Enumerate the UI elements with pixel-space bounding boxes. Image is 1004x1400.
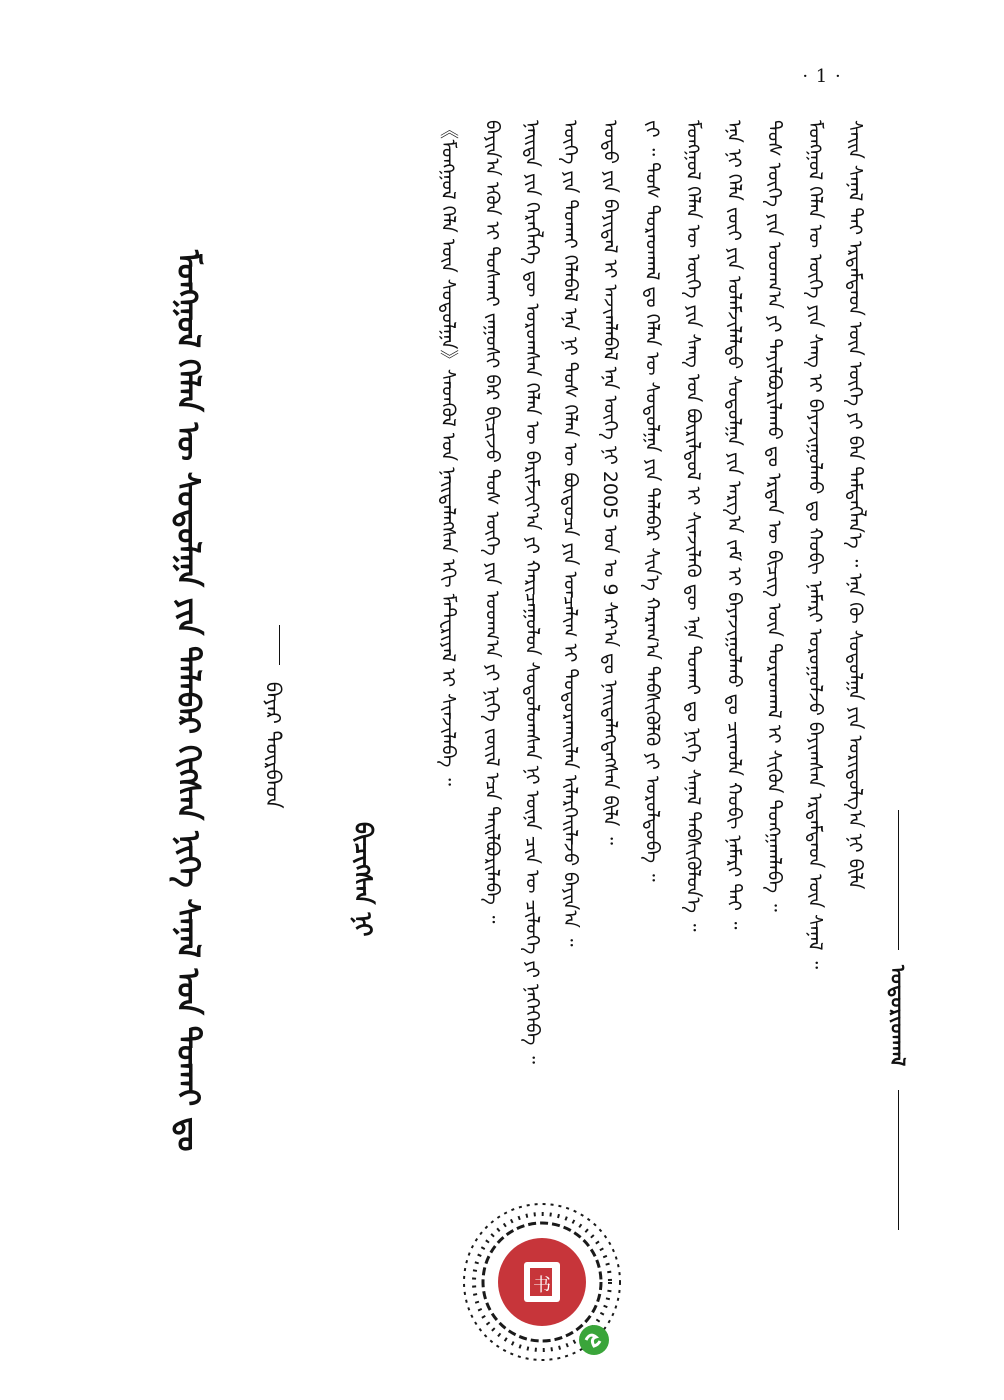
body-line: ᠵᠢ ᠃ ᠲᠤᠰ ᠳᠤᠷᠠᠳᠬᠠᠯ ᠳᠤ ᠬᠡᠯᠡᠨ ᠦ ᠰᠤᠳᠤᠯᠭᠠ ᠶᠢᠨ ᠲᠠᠯᠠᠪᠠᠷ ᠰᠢᠨ᠎ᠡ ᠬᠠᠷᠠᠭ᠎ᠠ ᠳᠡᠪᠰᠢᠭᠦᠯᠬᠦ ᠶᠢ ᠣᠷᠤᠯᠳᠤᠪᠠ ᠃ — [641, 120, 663, 882]
body-line: ᠮᠣᠩᠭᠣᠯ ᠬᠡᠯᠡᠨ ᠦ ᠦᠭᠡ ᠶᠢᠨ ᠰᠠᠩ ᠤᠨ ᠪᠦᠷᠢᠯᠳᠦᠯ ᠢ ᠰᠢᠨᠵᠢᠯᠡᠬᠦ ᠳᠦ ᠡᠨᠡ ᠲᠤᠬᠠᠢ ᠳᠤ ᠨᠢᠭᠡ ᠰᠠᠨᠠᠯ ᠳᠡᠪᠰᠢᠭᠦᠯᠦᠨ᠎ᠡ ᠃ — [682, 120, 704, 932]
qr-stamp-icon — [458, 1198, 626, 1366]
stamp-glyph: 书 — [533, 1275, 551, 1296]
byline: ᠪᠢᠴᠢᠭᠰᠡᠨ ᠨᠢ — [349, 822, 377, 937]
body-line: ᠲᠤᠰ ᠦᠭᠡ ᠶᠢᠨ ᠤᠳᠬ᠎ᠠ ᠶᠢ ᠲᠠᠶᠢᠯᠪᠤᠷᠢᠯᠠᠬᠤ ᠳᠤ ᠡᠷᠲᠡᠨ ᠦ ᠪᠢᠴᠢᠭ ᠦᠨ ᠳᠤᠷᠠᠳᠬᠠᠯ ᠢ ᠰᠢᠭᠦᠨ ᠲᠤᠩᠭᠠᠭᠯᠠᠪᠠ ᠃ — [763, 120, 785, 912]
author-name: ᠪᠠᠶᠠᠷ ᠳᠦᠷᠪᠡᠳ — [261, 681, 285, 809]
article-title: ᠮᠣᠩᠭᠣᠯ ᠬᠡᠯᠡᠨ ᠦ ᠰᠤᠳᠤᠯᠭᠠ ᠶᠢᠨ ᠲᠠᠯᠠᠪᠠᠷ ᠬᠢᠭᠰᠡᠨ ᠨᠢᠭᠡ ᠰᠠᠨᠠᠯ ᠤᠨ ᠲᠤᠬᠠᠢ ᠳᠤ — [170, 250, 206, 1152]
body-line: 《ᠮᠣᠩᠭᠣᠯ ᠬᠡᠯᠡ ᠦᠨ ᠰᠤᠳᠤᠯᠭᠠ》ᠰᠡᠳᠬᠦᠯ ᠤᠨ ᠨᠡᠢᠲᠡᠯᠡᠭᠰᠡᠨ ᠡᠬᠢ ᠮᠠᠲᠧᠷᠢᠶᠠᠯ ᠢ ᠰᠢᠨᠵᠢᠯᠡᠪᠡ ᠃ — [437, 120, 459, 786]
body-line: ᠡᠨᠡ ᠨᠢ ᠬᠡᠯᠡ ᠵᠦᠢ ᠶᠢᠨ ᠤᠯᠠᠮᠵᠢᠯᠠᠯᠳᠤ ᠰᠤᠳᠤᠯᠭᠠ ᠶᠢᠨ ᠠᠷᠭ᠎ᠠ ᠵᠠᠮ ᠢ ᠪᠠᠶᠠᠵᠢᠭᠤᠯᠬᠤ ᠳᠤ ᠴᠢᠬᠤᠯᠠ ᠬᠤᠪᠢ ᠨᠡᠮᠡᠷᠢ ᠲᠡᠢ ᠃ — [723, 120, 745, 930]
body-line: ᠣᠳᠣ ᠶᠢᠨ ᠪᠠᠶᠢᠳᠠᠯ ᠢ ᠠᠵᠢᠭᠯᠠᠪᠠᠯ ᠡᠨᠡ ᠦᠭᠡ ᠨᠢ 2005 ᠣᠨ ᠤ 9 ᠰᠠᠷ᠎ᠠ ᠳᠤ ᠨᠡᠢᠲᠡᠯᠡᠭᠳᠡᠭᠰᠡᠨ ᠪᠢᠯᠡ ᠃ — [599, 120, 621, 845]
body-line: ᠮᠣᠩᠭᠣᠯ ᠬᠡᠯᠡᠨ ᠦ ᠦᠭᠡ ᠶᠢᠨ ᠰᠠᠩ ᠢ ᠪᠠᠶᠠᠵᠢᠭᠤᠯᠬᠤ ᠳᠤ ᠬᠤᠪᠢ ᠨᠡᠮᠡᠷᠢ ᠣᠷᠤᠭᠤᠯᠵᠤ ᠪᠠᠶᠢᠭᠰᠠᠨ ᠡᠷᠳᠡᠮᠲᠡᠳ ᠦᠨ ᠰᠠᠨᠠᠯ ᠃ — [804, 120, 826, 970]
header-rule-top — [898, 810, 899, 950]
body-line: ᠰᠠᠢᠨ ᠰᠠᠨᠠᠯ ᠲᠠᠢ ᠡᠷᠳᠡᠮᠲᠡᠳ ᠦᠨ ᠦᠭᠡ ᠶᠢ ᠪᠡᠨ ᠲᠡᠮᠳᠡᠭᠯᠡᠨ᠎ᠡ ᠃ ᠡᠨᠡ ᠬᠦ ᠰᠤᠳᠤᠯᠭᠠ ᠶᠢᠨ ᠤᠷᠢᠳᠤᠯᠭ᠎ᠠ ᠨᠢ ᠪᠢᠯᠡ — [844, 120, 866, 890]
body-line: ᠦᠭᠡ ᠶᠢᠨ ᠲᠤᠬᠠᠢ ᠬᠡᠯᠡᠪᠡᠯ ᠡᠨᠡ ᠨᠢ ᠲᠤᠰ ᠬᠡᠯᠡᠨ ᠦ ᠪᠦᠲᠦᠴᠡ ᠶᠢᠨ ᠣᠨᠴᠠᠯᠢᠭ ᠢ ᠲᠣᠳᠣᠷᠬᠠᠢᠯᠠᠨ ᠢᠯᠡᠷᠬᠡᠢᠯᠡᠵᠦ ᠪᠠᠶᠢᠨ᠎ᠠ ᠃ — [559, 120, 581, 947]
running-header: ᠤᠳᠤᠷᠢᠳᠬᠠᠯ — [886, 965, 910, 1067]
page-number: · 1 · — [802, 66, 842, 87]
header-rule-bottom — [898, 1090, 899, 1230]
body-line: ᠪᠠᠶᠢᠨ᠎ᠠ ᠡᠭᠦᠨ ᠢ ᠲᠤᠰᠬᠠᠢ ᠵᠠᠭᠤᠰᠢ ᠪᠠᠷ ᠪᠢᠴᠢᠵᠦ ᠲᠤᠰ ᠦᠭᠡ ᠶᠢᠨ ᠤᠳᠬ᠎ᠠ ᠶᠢ ᠨᠢᠭᠡ ᠵᠦᠢᠯ ᠡᠴᠡ ᠲᠠᠢᠯᠪᠤᠷᠢᠯᠠᠪᠠ ᠃ — [481, 120, 503, 924]
author-dash — [279, 625, 280, 665]
author-line — [262, 625, 283, 825]
body-line: ᠨᠡᠢᠲᠡ ᠶᠢᠨ ᠬᠡᠷᠡᠭᠯᠡᠭᠡ ᠳᠦ ᠣᠷᠣᠭᠰᠠᠨ ᠬᠡᠯᠡᠨ ᠦ ᠪᠠᠷᠢᠮᠵᠢᠶ᠎ᠠ ᠶᠢ ᠬᠠᠷᠢᠴᠠᠭᠤᠯᠤᠨ ᠰᠤᠳᠤᠯᠤᠭᠰᠠᠨ ᠨᠢ ᠦᠨᠡ ᠴᠢᠨ ᠦ ᠴᠢᠯᠤᠭᠡ ᠶᠢ ᠨᠡᠭᠡᠭᠡᠪᠡ ᠃ — [521, 120, 543, 1064]
